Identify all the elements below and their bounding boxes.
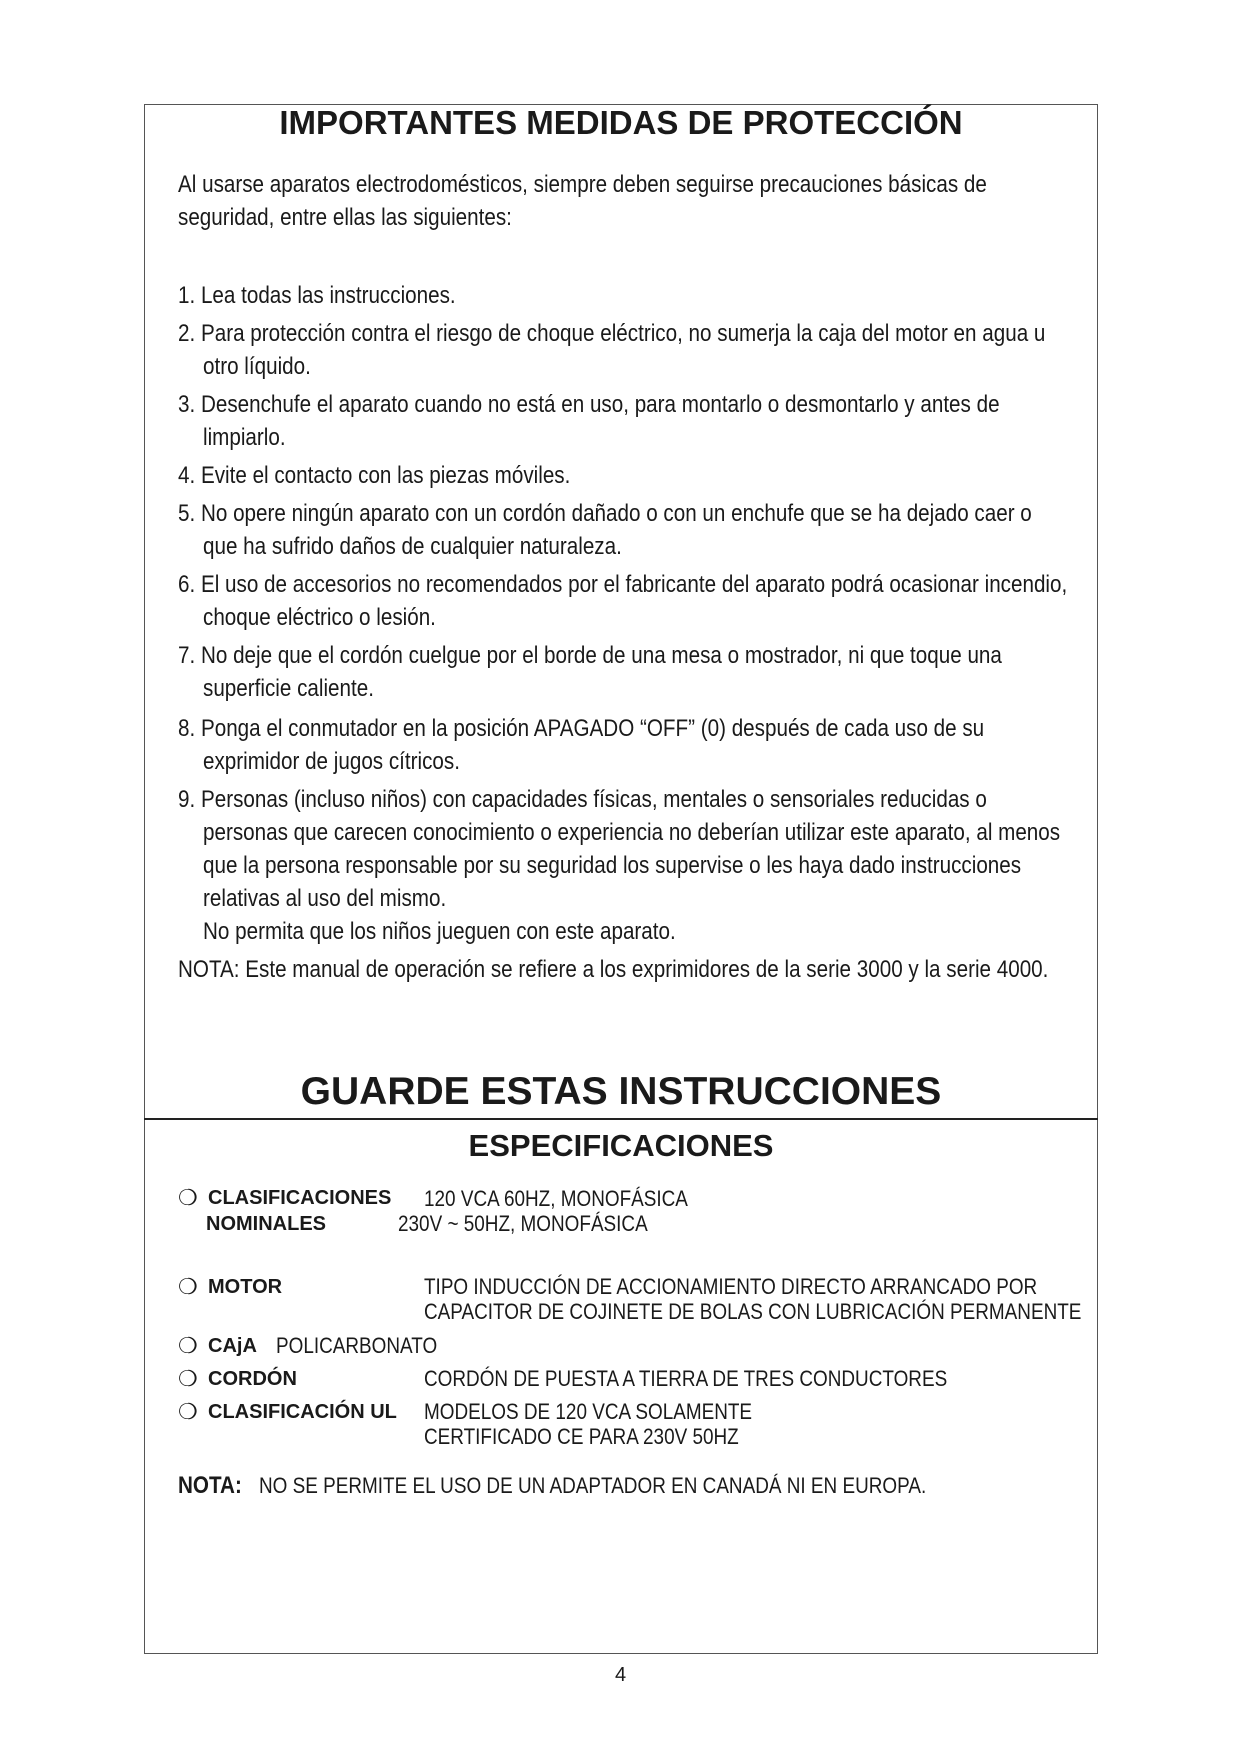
list-item-5-cont: que ha sufrido daños de cualquier naturaleza. xyxy=(203,533,622,560)
list-item-7-cont: superficie caliente. xyxy=(203,675,374,702)
safeguards-title: IMPORTANTES MEDIDAS DE PROTECCIÓN xyxy=(279,104,963,141)
bullet-icon: ❍ xyxy=(178,1274,198,1299)
spec-value-ratings-1: 120 VCA 60HZ, MONOFÁSICA xyxy=(424,1186,688,1211)
spec-label-ratings: CLASIFICACIONES xyxy=(208,1187,392,1209)
spec-label-ratings-2: NOMINALES xyxy=(206,1213,326,1235)
spec-label-caja: CAjA xyxy=(208,1335,257,1357)
bullet-icon: ❍ xyxy=(178,1399,198,1424)
list-item-9-cont-4: No permita que los niños jueguen con este aparato. xyxy=(203,918,676,945)
intro-line-1: Al usarse aparatos electrodomésticos, siempre deben seguirse precauciones básicas de xyxy=(178,171,987,198)
section-divider xyxy=(144,1118,1098,1120)
spec-label-motor: MOTOR xyxy=(208,1276,283,1298)
bullet-icon: ❍ xyxy=(178,1366,198,1391)
list-item-3: 3. Desenchufe el aparato cuando no está en uso, para montarlo o desmontarlo y antes de xyxy=(178,391,1000,418)
list-item-2-cont: otro líquido. xyxy=(203,353,311,380)
adapter-note-text: NO SE PERMITE EL USO DE UN ADAPTADOR EN CANADÁ NI EN EUROPA. xyxy=(259,1473,927,1498)
bullet-icon: ❍ xyxy=(178,1333,198,1358)
list-item-9: 9. Personas (incluso niños) con capacidades físicas, mentales o sensoriales reducidas o xyxy=(178,786,987,813)
adapter-note-label: NOTA: xyxy=(178,1472,242,1499)
list-item-5: 5. No opere ningún aparato con un cordón dañado o con un enchufe que se ha dejado caer o xyxy=(178,500,1032,527)
intro-line-2: seguridad, entre ellas las siguientes: xyxy=(178,204,512,231)
spec-value-ratings-2: 230V ~ 50HZ, MONOFÁSICA xyxy=(398,1211,648,1236)
spec-value-motor-1: TIPO INDUCCIÓN DE ACCIONAMIENTO DIRECTO ARRANCADO POR xyxy=(424,1274,1038,1299)
list-item-3-cont: limpiarlo. xyxy=(203,424,286,451)
save-instructions-title: GUARDE ESTAS INSTRUCCIONES xyxy=(300,1070,942,1113)
spec-value-cordon: CORDÓN DE PUESTA A TIERRA DE TRES CONDUCTORES xyxy=(424,1366,948,1391)
list-item-1: 1. Lea todas las instrucciones. xyxy=(178,282,456,309)
series-note: NOTA: Este manual de operación se refiere a los exprimidores de la serie 3000 y la serie 4000. xyxy=(178,956,1049,983)
spec-value-ul-1: MODELOS DE 120 VCA SOLAMENTE xyxy=(424,1399,753,1424)
list-item-9-cont-1: personas que carecen conocimiento o experiencia no deberían utilizar este aparato, al menos xyxy=(203,819,1061,846)
specifications-title: ESPECIFICACIONES xyxy=(468,1128,774,1163)
spec-value-caja: POLICARBONATO xyxy=(276,1333,438,1358)
list-item-6: 6. El uso de accesorios no recomendados por el fabricante del aparato podrá ocasionar incendio, xyxy=(178,571,1068,598)
list-item-4: 4. Evite el contacto con las piezas móviles. xyxy=(178,462,571,489)
list-item-2: 2. Para protección contra el riesgo de choque eléctrico, no sumerja la caja del motor en agua u xyxy=(178,320,1046,347)
bullet-icon: ❍ xyxy=(178,1185,198,1210)
spec-label-ul: CLASIFICACIÓN UL xyxy=(208,1401,397,1423)
list-item-9-cont-2: que la persona responsable por su seguridad los supervise o les haya dado instrucciones xyxy=(203,852,1022,879)
spec-value-ul-2: CERTIFICADO CE PARA 230V 50HZ xyxy=(424,1424,739,1449)
list-item-7: 7. No deje que el cordón cuelgue por el borde de una mesa o mostrador, ni que toque una xyxy=(178,642,1002,669)
page-number: 4 xyxy=(614,1664,627,1686)
list-item-8-cont: exprimidor de jugos cítricos. xyxy=(203,748,460,775)
spec-value-motor-2: CAPACITOR DE COJINETE DE BOLAS CON LUBRICACIÓN PERMANENTE xyxy=(424,1299,1082,1324)
list-item-6-cont: choque eléctrico o lesión. xyxy=(203,604,436,631)
spec-label-cordon: CORDÓN xyxy=(208,1368,297,1390)
list-item-8: 8. Ponga el conmutador en la posición APAGADO “OFF” (0) después de cada uso de su xyxy=(178,715,985,742)
list-item-9-cont-3: relativas al uso del mismo. xyxy=(203,885,447,912)
